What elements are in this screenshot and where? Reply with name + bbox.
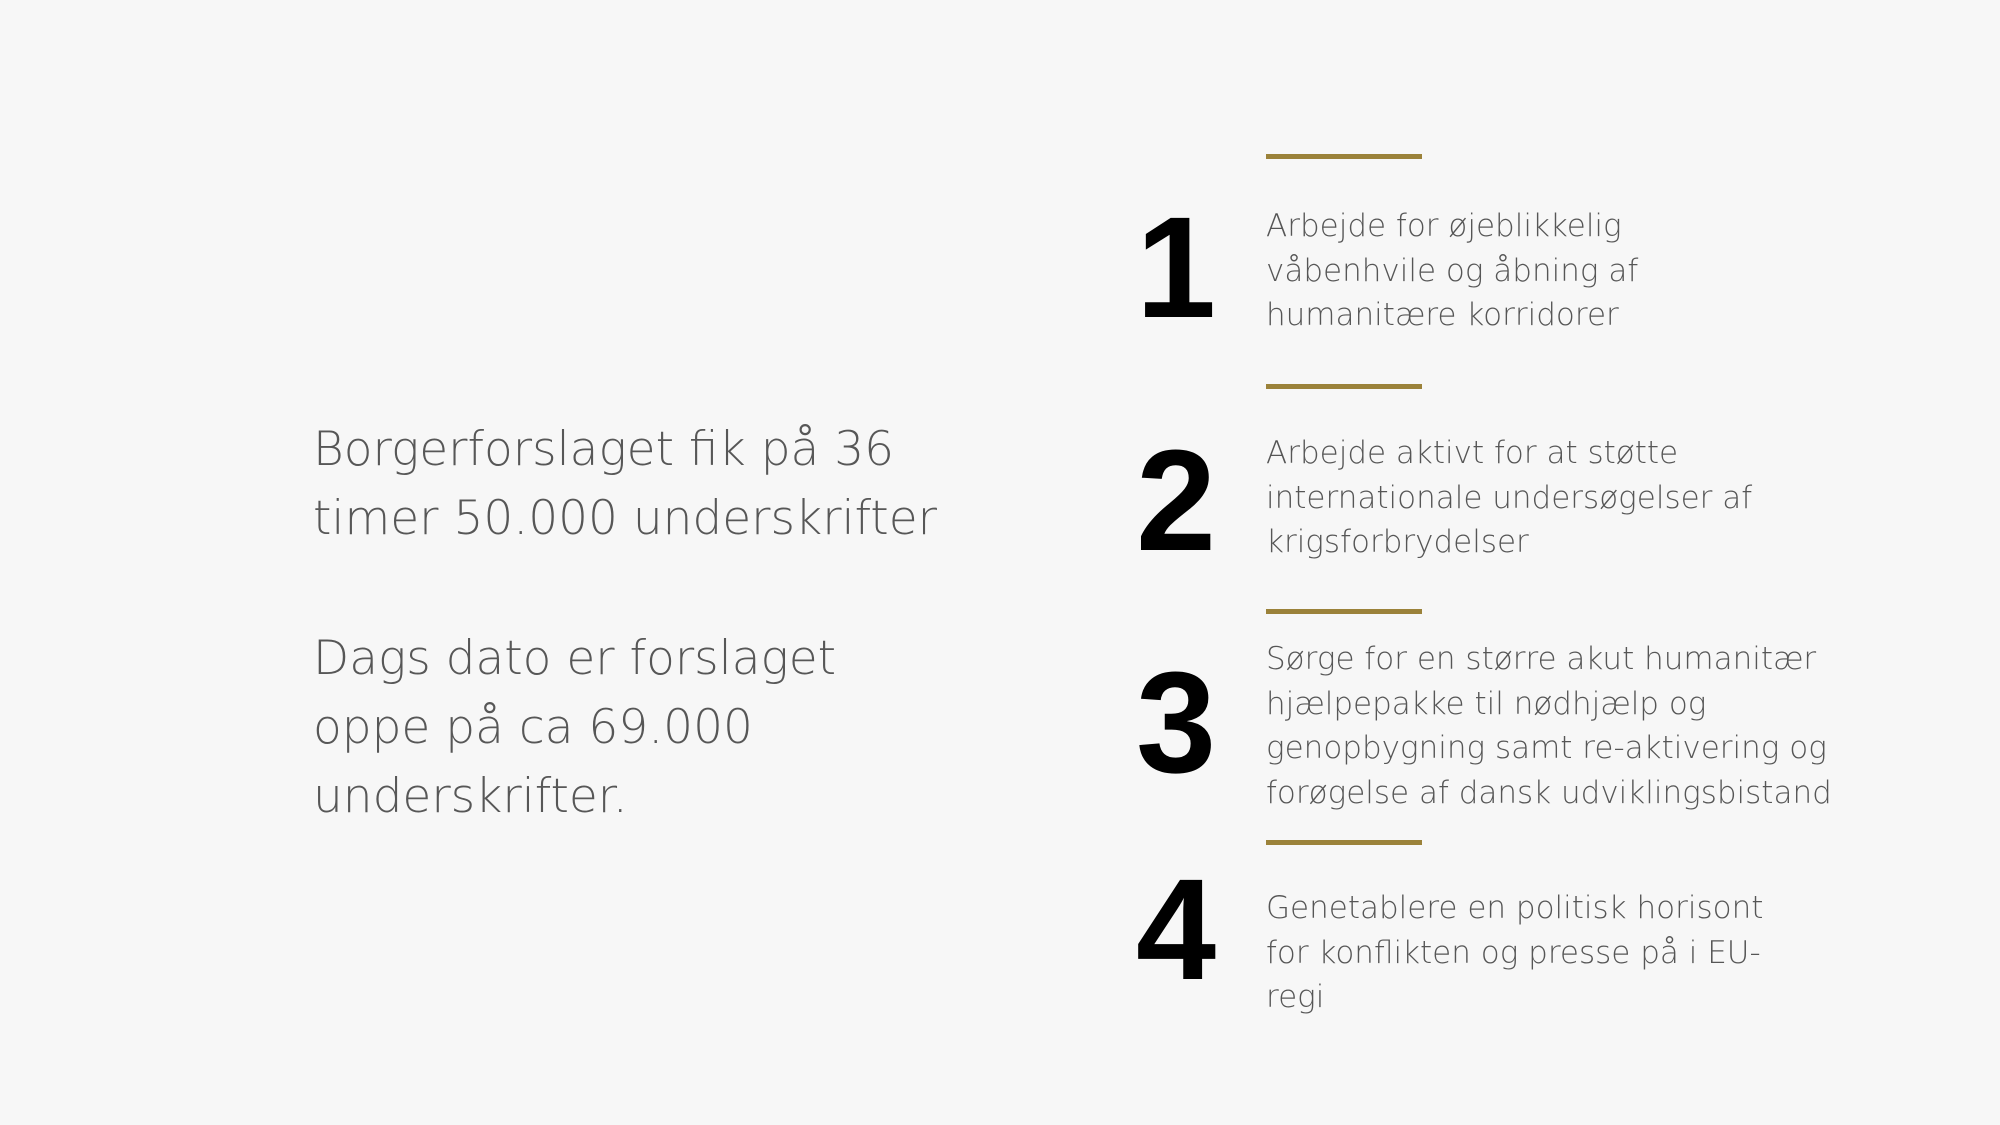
item-number: 3 bbox=[1136, 642, 1217, 803]
item-line: genopbygning samt re-aktivering og bbox=[1266, 730, 1827, 766]
item-text bbox=[1266, 431, 1826, 565]
lead-paragraph-current-status bbox=[313, 624, 953, 831]
lead-line: oppe på ca 69.000 bbox=[313, 700, 753, 755]
item-line: forøgelse af dansk udviklingsbistand bbox=[1266, 774, 1832, 811]
item-divider bbox=[1266, 154, 1422, 159]
item-divider bbox=[1266, 384, 1422, 389]
item-line: for konflikten og presse på i EU- bbox=[1266, 934, 1761, 971]
lead-line: Dags dato er forslaget bbox=[313, 631, 837, 686]
item-line: regi bbox=[1266, 979, 1325, 1015]
item-line: hjælpepakke til nødhjælp og bbox=[1266, 685, 1707, 722]
item-line: humanitære korridorer bbox=[1266, 297, 1619, 333]
lead-line: timer 50.000 underskrifter bbox=[313, 491, 937, 546]
lead-paragraph-signatures bbox=[313, 415, 953, 553]
item-number: 2 bbox=[1136, 420, 1217, 581]
item-line: Arbejde aktivt for at støtte bbox=[1266, 435, 1679, 471]
item-text bbox=[1266, 637, 1832, 815]
item-text bbox=[1266, 204, 1826, 338]
item-line: krigsforbrydelser bbox=[1266, 524, 1529, 560]
item-number: 4 bbox=[1136, 849, 1217, 1010]
lead-line: underskrifter. bbox=[313, 769, 628, 824]
item-line: Genetablere en politisk horisont bbox=[1266, 890, 1764, 926]
item-divider bbox=[1266, 840, 1422, 845]
item-number: 1 bbox=[1136, 187, 1217, 348]
item-line: Sørge for en større akut humanitær bbox=[1266, 641, 1817, 677]
item-line: internationale undersøgelser af bbox=[1266, 479, 1753, 516]
item-text bbox=[1266, 886, 1826, 1020]
item-divider bbox=[1266, 609, 1422, 614]
item-line: Arbejde for øjeblikkelig bbox=[1266, 208, 1622, 244]
item-line: våbenhvile og åbning af bbox=[1266, 252, 1639, 289]
lead-line: Borgerforslaget fik på 36 bbox=[313, 422, 895, 477]
